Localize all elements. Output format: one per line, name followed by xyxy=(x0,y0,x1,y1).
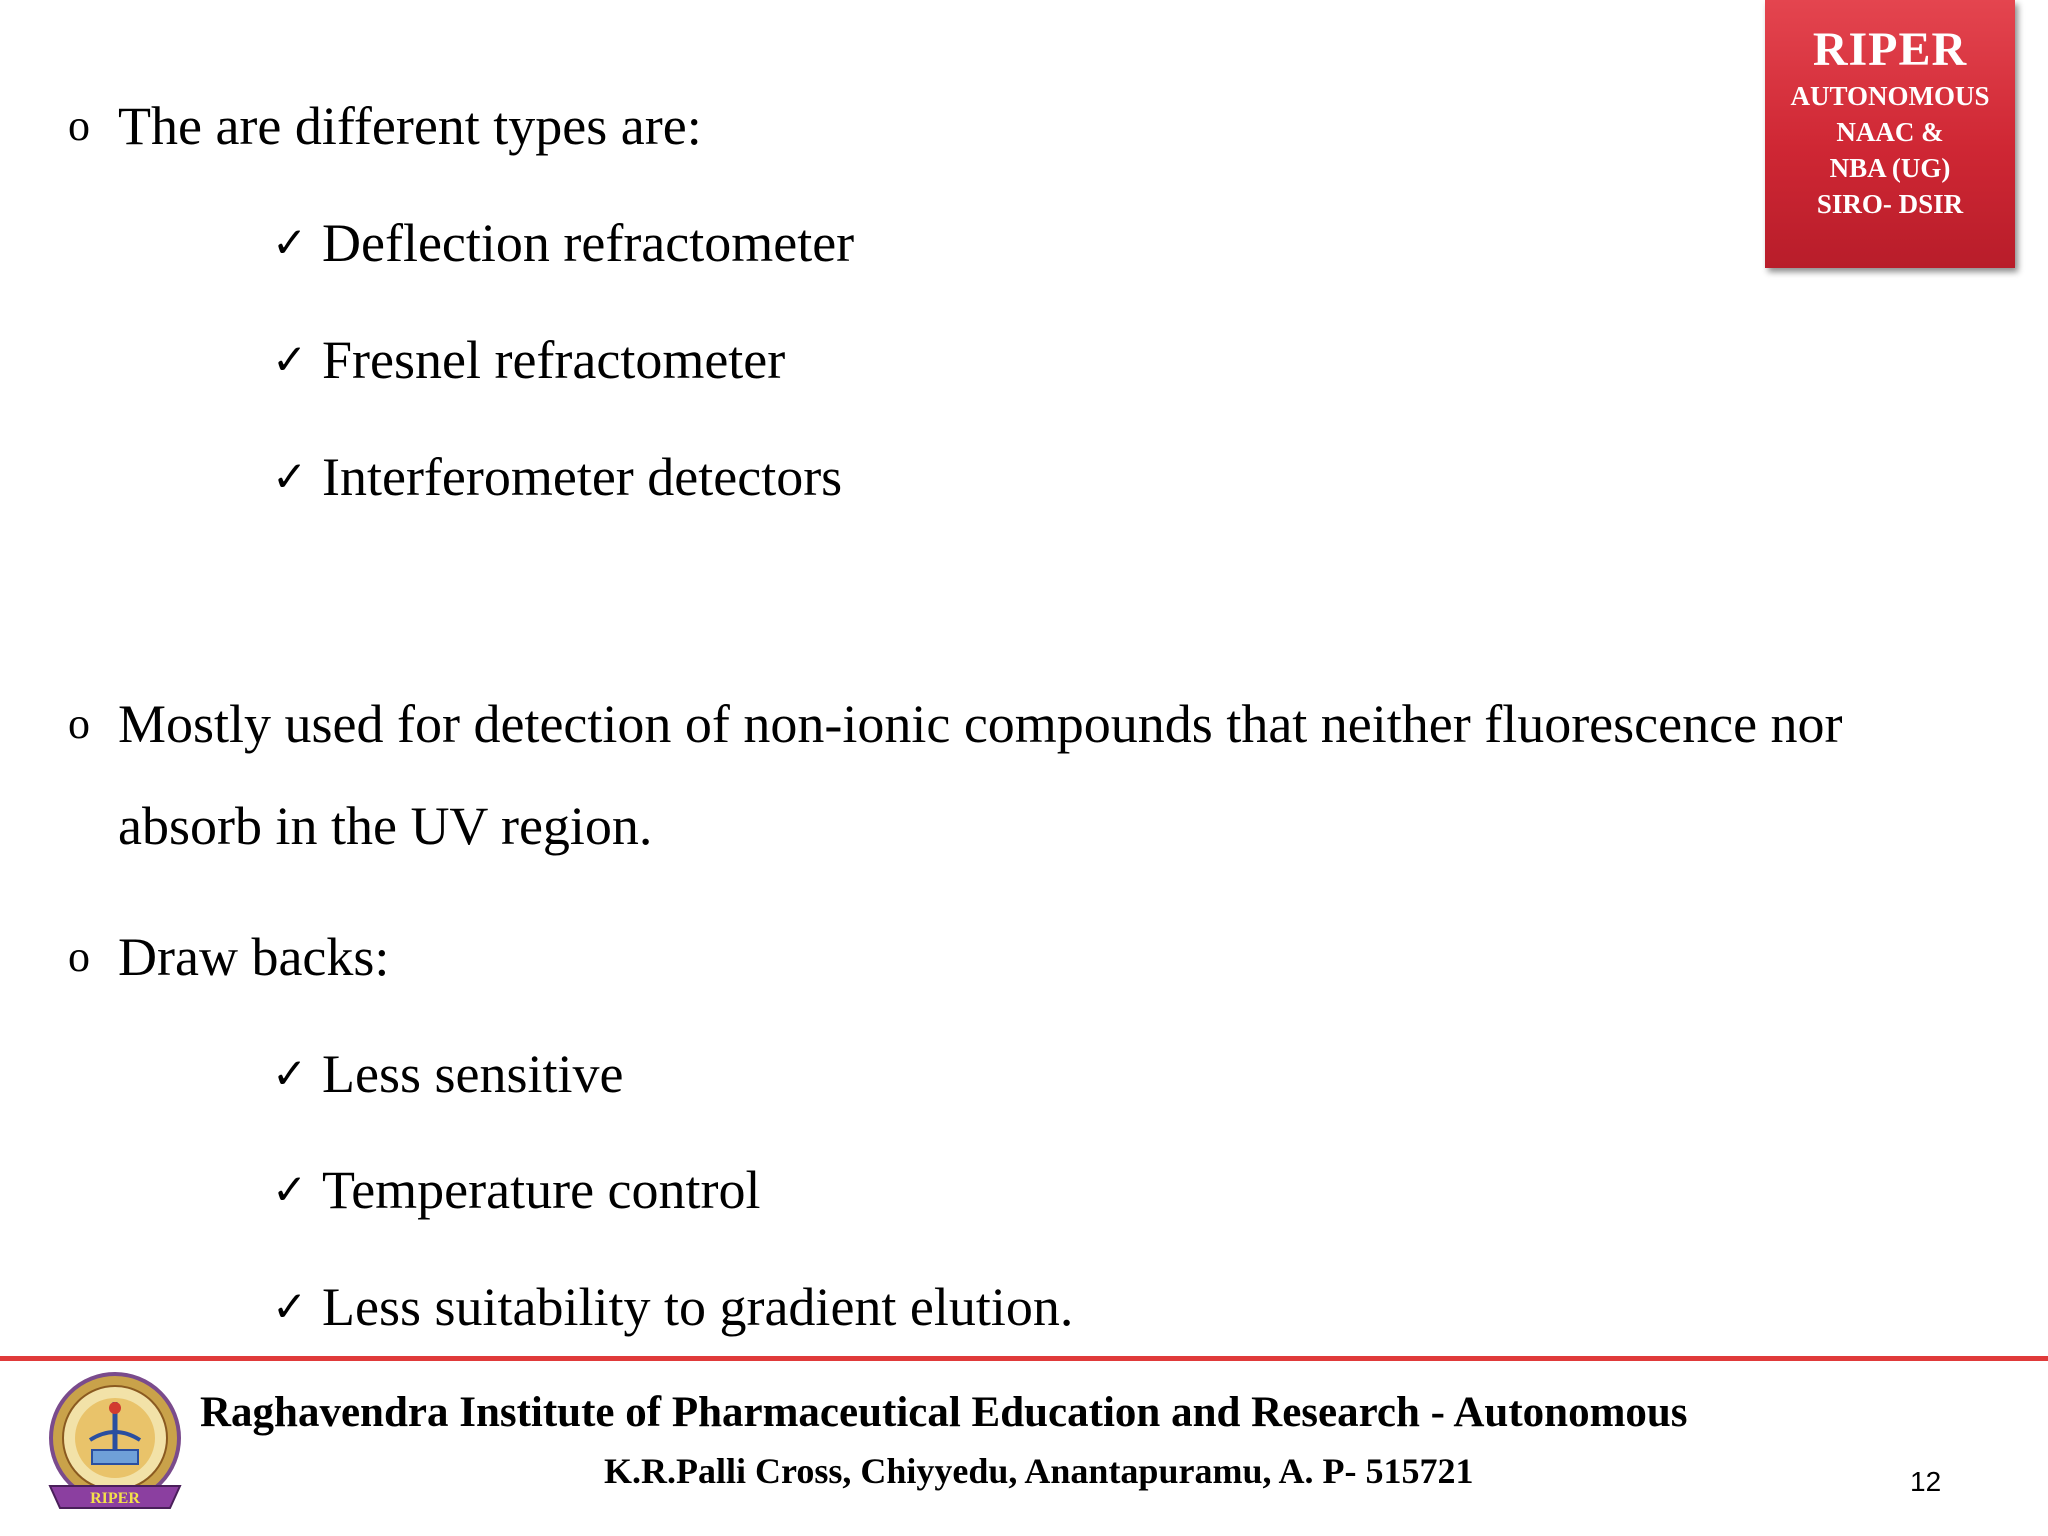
checkmark-icon: ✓ xyxy=(272,452,308,501)
bullet-text: The are different types are: xyxy=(118,96,702,156)
badge-title: RIPER xyxy=(1812,23,1968,76)
badge-line: AUTONOMOUS xyxy=(1790,81,1990,111)
bullet-text: Mostly used for detection of non-ionic compounds that neither fluorescence nor xyxy=(118,694,1843,754)
checkmark-icon: ✓ xyxy=(272,1282,308,1331)
checkmark-icon: ✓ xyxy=(272,1049,308,1098)
checklist-text: Less sensitive xyxy=(322,1044,624,1104)
logo-ribbon-text: RIPER xyxy=(90,1490,140,1507)
checkmark-icon: ✓ xyxy=(272,218,308,267)
institute-name: Raghavendra Institute of Pharmaceutical Education and Research - Autonomous xyxy=(200,1389,1688,1436)
checkmark-icon: ✓ xyxy=(272,1165,308,1214)
checklist-text: Fresnel refractometer xyxy=(322,330,786,390)
bullet-text: Draw backs: xyxy=(118,927,390,987)
badge-line: NBA (UG) xyxy=(1829,153,1951,183)
checklist-text: Temperature control xyxy=(322,1160,761,1220)
institute-logo-icon xyxy=(40,1368,190,1520)
checkmark-icon: ✓ xyxy=(272,335,308,384)
bullet-marker: o xyxy=(68,699,90,748)
footer-divider xyxy=(0,1356,2048,1361)
bullet-text: absorb in the UV region. xyxy=(118,796,653,856)
checklist-text: Less suitability to gradient elution. xyxy=(322,1277,1074,1337)
badge-line: SIRO- DSIR xyxy=(1816,189,1964,219)
checklist-text: Deflection refractometer xyxy=(322,213,855,273)
bullet-marker: o xyxy=(68,932,90,981)
checklist-text: Interferometer detectors xyxy=(322,447,843,507)
accreditation-badge xyxy=(1765,0,2015,268)
page-number: 12 xyxy=(1910,1466,1942,1497)
badge-line: NAAC & xyxy=(1836,117,1944,147)
institute-address: K.R.Palli Cross, Chiyyedu, Anantapuramu, A. P- 515721 xyxy=(604,1451,1474,1491)
bullet-marker: o xyxy=(68,101,90,150)
